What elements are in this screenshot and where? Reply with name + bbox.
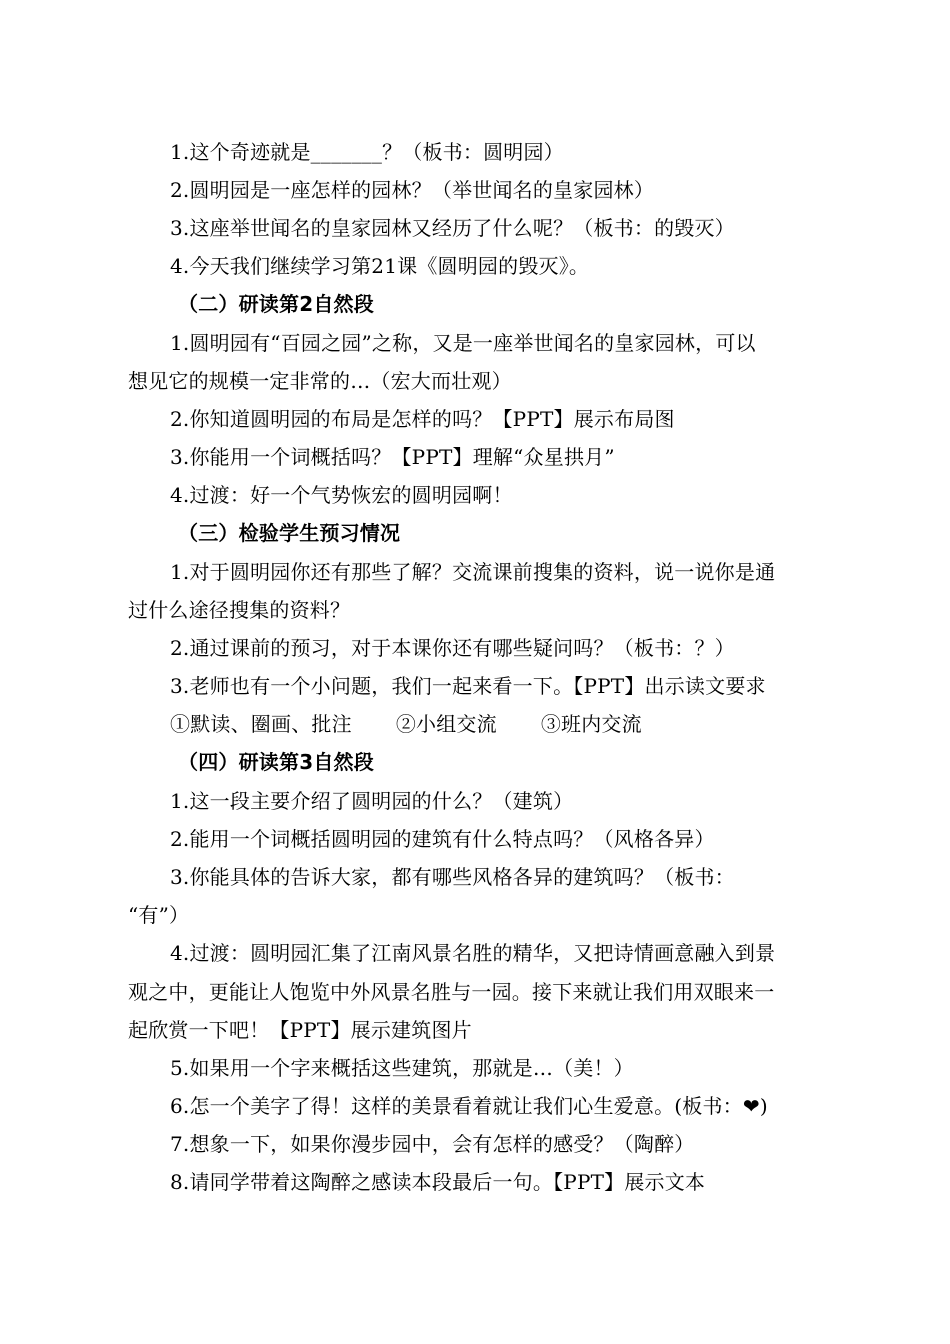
paragraph-line: 起欣赏一下吧！【PPT】展示建筑图片 bbox=[128, 1018, 472, 1042]
section-heading: （四）研读第3自然段 bbox=[178, 750, 374, 774]
paragraph-line: 过什么途径搜集的资料？ bbox=[128, 598, 351, 622]
paragraph-line: 1.这一段主要介绍了圆明园的什么？（建筑） bbox=[170, 789, 574, 813]
paragraph-line: 3.你能用一个词概括吗？【PPT】理解“众星拱月” bbox=[170, 445, 615, 469]
step-list bbox=[170, 712, 880, 736]
paragraph-line: 1.对于圆明园你还有那些了解？交流课前搜集的资料，说一说你是通 bbox=[170, 560, 776, 584]
paragraph-line: “有”） bbox=[128, 903, 190, 927]
paragraph-line: 观之中，更能让人饱览中外风景名胜与一园。接下来就让我们用双眼来一 bbox=[128, 980, 775, 1004]
paragraph-line: 4.过渡：圆明园汇集了江南风景名胜的精华，又把诗情画意融入到景 bbox=[170, 941, 776, 965]
paragraph-line: 5.如果用一个字来概括这些建筑，那就是…（美！） bbox=[170, 1056, 634, 1080]
paragraph-line: 3.这座举世闻名的皇家园林又经历了什么呢？（板书：的毁灭） bbox=[170, 216, 735, 240]
paragraph-line: 6.怎一个美字了得！这样的美景看着就让我们心生爱意。(板书：❤) bbox=[170, 1094, 768, 1118]
paragraph-line: 4.过渡：好一个气势恢宏的圆明园啊！ bbox=[170, 483, 513, 507]
paragraph-line: 4.今天我们继续学习第21课《圆明园的毁灭》。 bbox=[170, 254, 590, 278]
step-item: ③班内交流 bbox=[540, 712, 642, 736]
paragraph-line: 2.你知道圆明园的布局是怎样的吗？【PPT】展示布局图 bbox=[170, 407, 675, 431]
paragraph-line: 1.这个奇迹就是_______？（板书：圆明园） bbox=[170, 140, 564, 164]
step-item: ②小组交流 bbox=[395, 712, 497, 736]
paragraph-line: 1.圆明园有“百园之园”之称，又是一座举世闻名的皇家园林，可以 bbox=[170, 331, 756, 355]
paragraph-line: 2.能用一个词概括圆明园的建筑有什么特点吗？（风格各异） bbox=[170, 827, 715, 851]
paragraph-line: 7.想象一下，如果你漫步园中，会有怎样的感受？（陶醉） bbox=[170, 1132, 695, 1156]
step-item: ①默读、圈画、批注 bbox=[170, 712, 352, 736]
paragraph-line: 2.圆明园是一座怎样的园林？（举世闻名的皇家园林） bbox=[170, 178, 655, 202]
paragraph-line: 3.你能具体的告诉大家，都有哪些风格各异的建筑吗？（板书： bbox=[170, 865, 735, 889]
section-heading: （三）检验学生预习情况 bbox=[178, 521, 401, 545]
paragraph-line: 想见它的规模一定非常的…（宏大而壮观） bbox=[128, 369, 512, 393]
section-heading: （二）研读第2自然段 bbox=[178, 292, 374, 316]
paragraph-line: 2.通过课前的预习，对于本课你还有哪些疑问吗？（板书：？） bbox=[170, 636, 735, 660]
paragraph-line: 3.老师也有一个小问题，我们一起来看一下。【PPT】出示读文要求 bbox=[170, 674, 766, 698]
paragraph-line: 8.请同学带着这陶醉之感读本段最后一句。【PPT】展示文本 bbox=[170, 1170, 706, 1194]
